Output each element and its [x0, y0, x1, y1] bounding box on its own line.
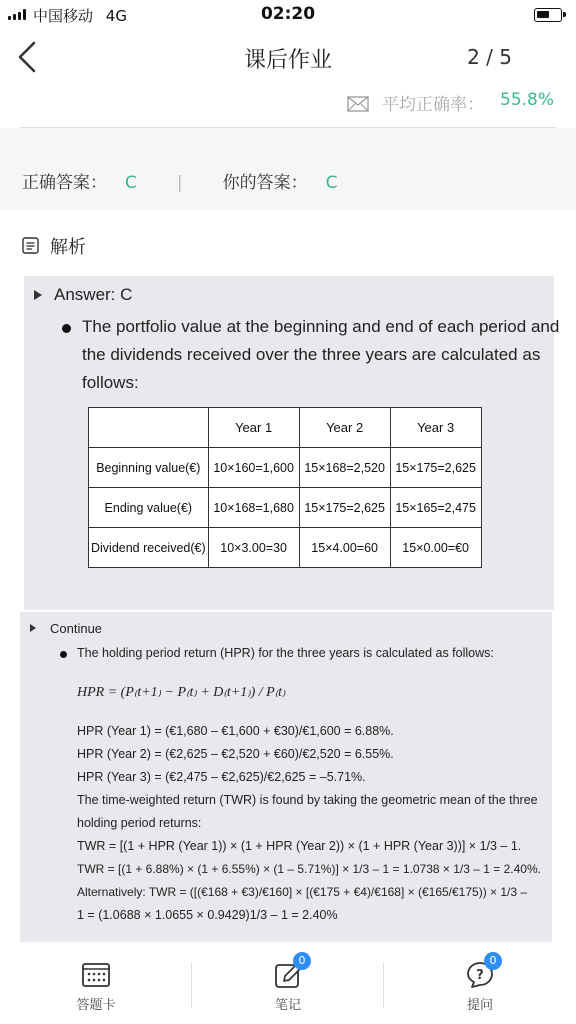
accuracy-row — [0, 86, 576, 128]
calc-line-7: TWR = [(1 + 6.88%) × (1 + 6.55%) × (1 – 5.71%)] × 1/3 – 1 = 1.0738 × 1/3 – 1 = 2.40%. — [77, 862, 541, 876]
explanation-image-2 — [20, 612, 552, 942]
portfolio-table — [88, 407, 482, 568]
carrier-name: 中国移动 — [33, 7, 94, 25]
tab-label: 答题卡 — [76, 998, 116, 1013]
page-indicator: 2 / 5 — [467, 45, 512, 69]
table-cell: 10×3.00=30 — [208, 528, 299, 568]
tab-answer-card[interactable] — [0, 954, 192, 1024]
bullet-line-3: follows: — [82, 373, 139, 392]
table-cell: 15×0.00=€0 — [390, 528, 481, 568]
document-list-icon — [22, 237, 39, 254]
table-cell: 10×168=1,680 — [208, 488, 299, 528]
tab-questions[interactable] — [384, 954, 576, 1024]
network-type: 4G — [105, 7, 127, 25]
table-row — [89, 528, 482, 568]
bottom-tab-bar — [0, 954, 576, 1024]
arrow-bullet-icon — [34, 290, 42, 300]
table-header-cell: Year 2 — [299, 408, 390, 448]
table-header-cell: Year 3 — [390, 408, 481, 448]
hpr-formula: HPR = (P₍t+1₎ − P₍t₎ + D₍t+1₎) / P₍t₎ — [77, 685, 286, 700]
calc-line-3: HPR (Year 3) = (€2,475 – €2,625)/€2,625 = –5.71%. — [77, 770, 366, 784]
calc-line-9: 1 = (1.0688 × 1.0655 × 0.9429)1/3 – 1 = 2.40% — [77, 908, 338, 922]
tab-notes[interactable] — [192, 954, 384, 1024]
tab-label: 提问 — [466, 998, 493, 1013]
nav-bar — [0, 28, 576, 86]
continue-heading: Continue — [50, 621, 103, 636]
answer-separator: | — [176, 173, 183, 193]
table-cell: Beginning value(€) — [89, 448, 209, 488]
mail-icon — [347, 96, 369, 112]
table-header-cell: Year 1 — [208, 408, 299, 448]
bullet-line-1: The portfolio value at the beginning and end of each period and — [82, 317, 560, 336]
arrow-bullet-icon — [30, 624, 36, 632]
tab-label: 笔记 — [274, 998, 301, 1013]
answer-summary — [0, 128, 576, 210]
table-cell: Dividend received(€) — [89, 528, 209, 568]
your-answer-value: C — [325, 173, 338, 193]
bullet-dot-icon — [62, 324, 71, 333]
table-row — [89, 488, 482, 528]
your-answer-label: 你的答案： — [222, 173, 308, 193]
table-cell: 15×165=2,475 — [390, 488, 481, 528]
table-cell: 15×4.00=60 — [299, 528, 390, 568]
table-cell: 10×160=1,600 — [208, 448, 299, 488]
table-cell: Ending value(€) — [89, 488, 209, 528]
table-cell: 15×168=2,520 — [299, 448, 390, 488]
answer-heading: Answer: C — [54, 285, 133, 304]
battery-icon — [534, 8, 562, 22]
accuracy-value: 55.8% — [500, 90, 555, 110]
table-cell: 15×175=2,625 — [390, 448, 481, 488]
analysis-title: 解析 — [50, 237, 86, 258]
answer-card-icon — [80, 960, 112, 990]
questions-badge: 0 — [484, 952, 502, 970]
calc-line-1: HPR (Year 1) = (€1,680 – €1,600 + €30)/€1,600 = 6.88%. — [77, 724, 394, 738]
table-header-row — [89, 408, 482, 448]
status-bar — [0, 0, 576, 28]
svg-text:?: ? — [476, 968, 484, 983]
notes-badge: 0 — [293, 952, 311, 970]
status-time: 02:20 — [260, 4, 316, 24]
hpr-intro: The holding period return (HPR) for the three years is calculated as follows: — [77, 646, 494, 660]
calc-line-8: Alternatively: TWR = ([(€168 + €3)/€160] × [(€175 + €4)/€168] × (€165/€175)) × 1/3 – — [77, 885, 528, 899]
accuracy-label: 平均正确率： — [382, 95, 484, 115]
calc-line-6: TWR = [(1 + HPR (Year 1)) × (1 + HPR (Year 2)) × (1 + HPR (Year 3))] × 1/3 – 1. — [77, 839, 522, 853]
calc-line-4: The time-weighted return (TWR) is found by taking the geometric mean of the three — [77, 793, 538, 807]
bullet-dot-icon — [60, 651, 67, 658]
calc-line-2: HPR (Year 2) = (€2,625 – €2,520 + €60)/€2,520 = 6.55%. — [77, 747, 394, 761]
table-row — [89, 448, 482, 488]
table-header-cell — [89, 408, 209, 448]
calc-line-5: holding period returns: — [77, 816, 202, 830]
correct-answer-label: 正确答案： — [22, 173, 107, 193]
page-title: 课后作业 — [243, 48, 332, 73]
correct-answer-value: C — [125, 173, 137, 193]
bullet-line-2: the dividends received over the three years are calculated as — [82, 345, 541, 364]
explanation-image-1 — [24, 276, 560, 610]
table-cell: 15×175=2,625 — [299, 488, 390, 528]
